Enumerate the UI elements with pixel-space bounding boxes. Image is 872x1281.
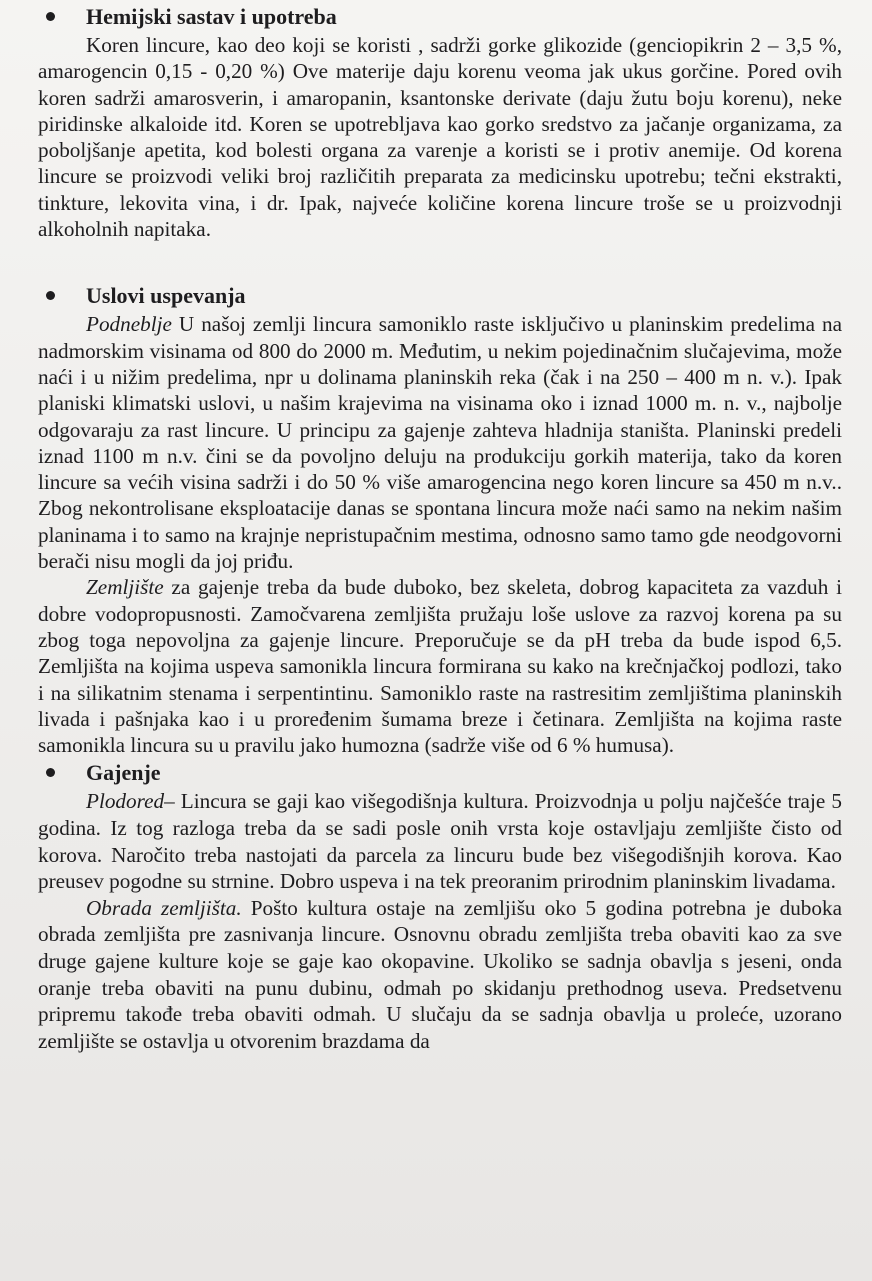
paragraph-text: Koren lincure, kao deo koji se koristi , sadrži gorke glikozide (genciopikrin 2 – 3,5 %, amarogencin 0,15 - 0,20 %) Ove materije daju korenu veoma jak ukus gorčine. Pored ovih koren sadrži amarosverin, i amaropanin, ksantonske derivate (daju žutu boju korenu), neke piridinske alkaloide itd. Koren se upotrebljava kao gorko sredstvo za jačanje organizama, za poboljšanje apetita, kod bolesti organa za varenje a koristi se i protiv anemije. Od korena lincure se proizvodi veliki broj različitih preparata za medicinsku upotrebu; tečni ekstrakti, tinkture, lekovita vina, i dr. Ipak, najveće količine korena lincure troše se u proizvodnji alkoholnih napitaka. (38, 33, 842, 242)
bullet-icon (46, 768, 55, 777)
bullet-icon (46, 12, 55, 21)
section-gajenje (38, 758, 842, 1054)
paragraph (38, 788, 842, 894)
section-heading (38, 281, 842, 311)
paragraph-text: U našoj zemlji lincura samoniklo raste isključivo u planinskim predelima na nadmorskim visinama od 800 do 2000 m. Međutim, u nekim pojedinačnim slučajevima, može naći i u nižim predelima, npr u dolinama planinskih reka (čak i na 250 – 400 m n. v.). Ipak planiski klimatski uslovi, u našim krajevima na visinama oko i iznad 1000 m. n. v., najbolje odgovaraju za rast lincure. U principu za gajenje zahteva hladnija staništa. Planinski predeli iznad 1100 m n.v. čini se da povoljno deluju na produkciju gorkih materija, tako da koren lincure sa većih visina sadrži i do 50 % više amarogencina nego koren lincure sa 450 m n.v.. Zbog nekontrolisane eksploatacije danas se spontana lincura može naći samo na nekim našim planinama i to samo na krajnje nepristupačnim mestima, odnosno samo tamo gde neodgovorni berači nisu mogli da joj priđu. (38, 312, 842, 574)
paragraph (38, 311, 842, 574)
paragraph-lead-term: Podneblje (86, 312, 172, 337)
section-hemijski-sastav (38, 0, 842, 242)
section-uslovi-uspevanja (38, 281, 842, 758)
paragraph-text: za gajenje treba da bude duboko, bez skeleta, dobrog kapaciteta za vazduh i dobre vodopropusnosti. Zamočvarena zemljišta pružaju loše uslove za razvoj korena pa su zbog toga nepovoljna za gajenje lincure. Preporučuje se da pH treba da bude ispod 6,5. Zemljišta na kojima uspeva samonikla lincura formirana su kako na krečnjačkoj podlozi, tako i na silikatnim stenama i serpentintinu. Samoniklo raste na rastresitim zemljištima planinskih livada i pašnjaka kao i u proređenim šumama breze i četinara. Zemljišta na kojima raste samonikla lincura su u pravilu jako humozna (sadrže više od 6 % humusa). (38, 575, 842, 758)
paragraph-lead-term: Zemljište (86, 575, 164, 600)
paragraph-text: Pošto kultura ostaje na zemljišu oko 5 godina potrebna je duboka obrada zemljišta pre zasnivanja lincure. Osnovnu obradu zemljišta treba obaviti kao za sve druge gajene kulture koje se gaje kao okopavine. Ukoliko se sadnja obavlja s jeseni, onda oranje treba obaviti na punu dubinu, odmah po skidanju prethodnog useva. Predsetvenu pripremu takođe treba obaviti odmah. U slučaju da se sadnja obavlja u proleće, uzorano zemljište se ostavlja u otvorenim brazdama da (38, 895, 842, 1053)
paragraph (38, 32, 842, 242)
paragraph (38, 574, 842, 758)
heading-text: Gajenje (86, 760, 161, 786)
paragraph-text: – Lincura se gaji kao višegodišnja kultura. Proizvodnja u polju najčešće traje 5 godina. Iz tog razloga treba da se sadi posle onih vrsta koje ostavljaju zemljište čisto od korova. Naročito treba nastojati da parcela za lincuru bude bez višegodišnjih korova. Kao preusev pogodne su strnine. Dobro uspeva i na tek preoranim prirodnim planinskim livadama. (38, 789, 842, 894)
bullet-icon (46, 291, 55, 300)
paragraph-lead-term: Obrada zemljišta. (86, 895, 242, 920)
section-heading (38, 758, 842, 788)
heading-text: Hemijski sastav i upotreba (86, 4, 337, 29)
paragraph (38, 895, 842, 1055)
section-heading (38, 2, 842, 32)
paragraph-lead-term: Plodored (86, 789, 165, 814)
heading-text: Uslovi uspevanja (86, 283, 246, 309)
